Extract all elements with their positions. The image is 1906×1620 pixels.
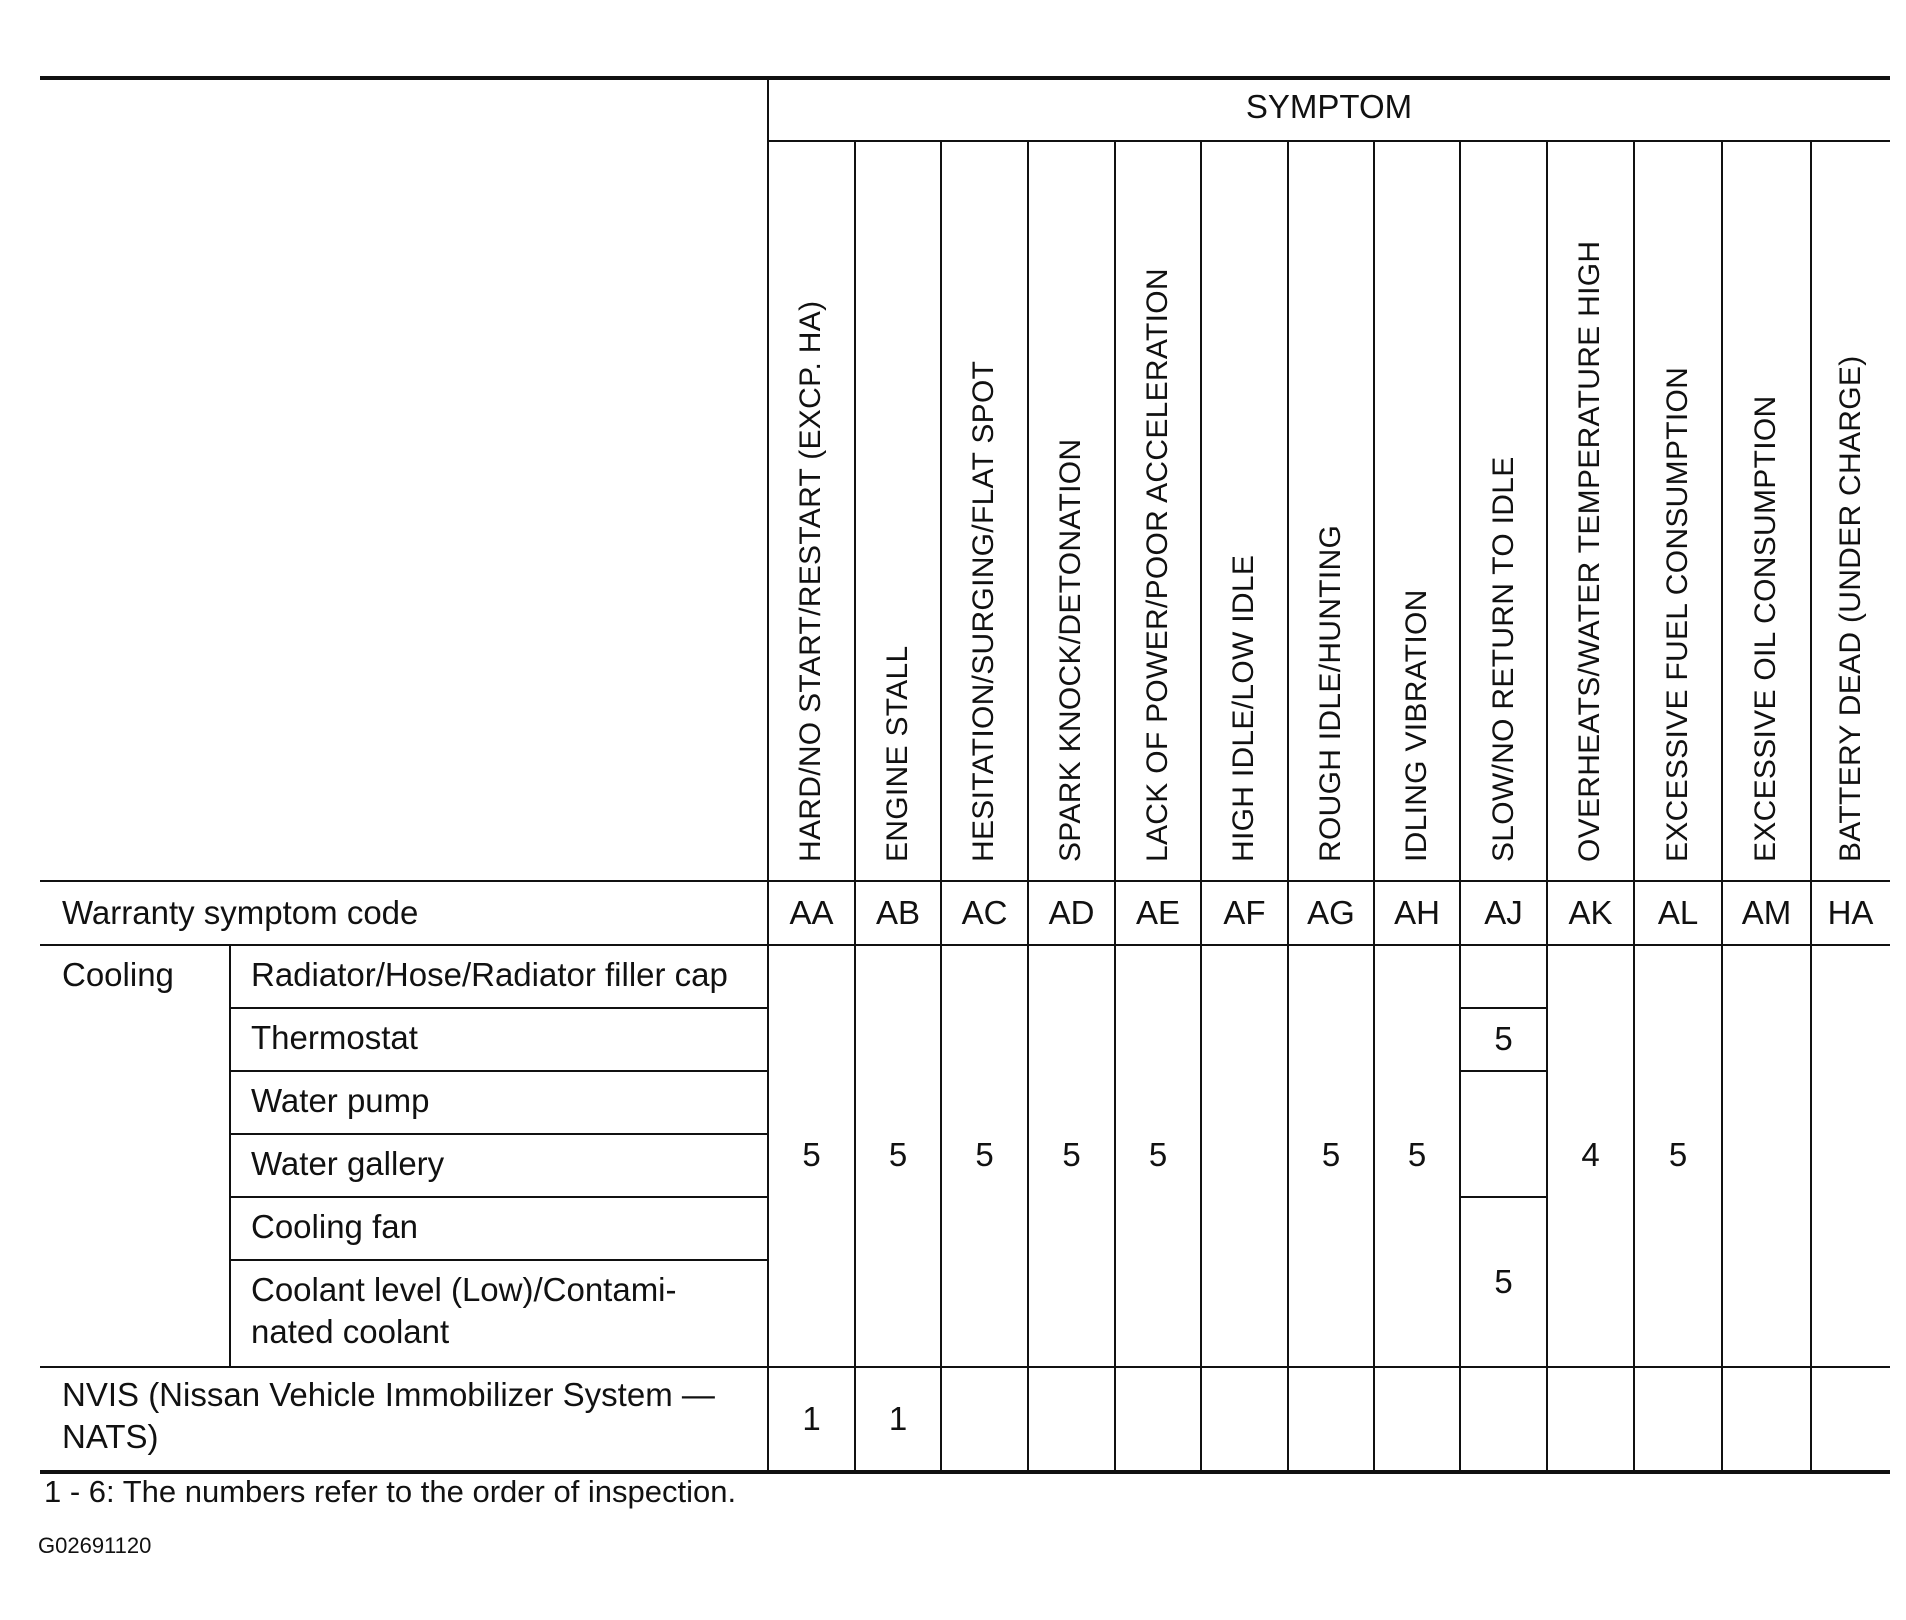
cooling-group-label: Cooling xyxy=(62,956,174,993)
cooling-value: 5 xyxy=(802,1136,821,1173)
cooling-value: 5 xyxy=(1494,1020,1513,1057)
symptom-code: AA xyxy=(789,894,834,931)
nvis-label: NATS) xyxy=(62,1418,159,1455)
cooling-item: Cooling fan xyxy=(251,1208,418,1245)
symptom-title: SYMPTOM xyxy=(1245,88,1413,125)
cooling-item: Water gallery xyxy=(251,1145,445,1182)
symptom-code: AE xyxy=(1135,894,1181,931)
cooling-value: 5 xyxy=(1668,1136,1688,1173)
cooling-value: 5 xyxy=(1321,1136,1341,1173)
nvis-value: 1 xyxy=(802,1400,821,1437)
cooling-value: 5 xyxy=(975,1136,994,1173)
warranty-row-label: Warranty symptom code xyxy=(62,894,419,931)
symptom-code: AL xyxy=(1657,894,1699,931)
symptom-code: AD xyxy=(1048,894,1095,931)
cooling-value: 4 xyxy=(1581,1136,1600,1173)
nvis-label: NVIS (Nissan Vehicle Immobilizer System — xyxy=(62,1376,715,1413)
symptom-code: HA xyxy=(1827,894,1874,931)
cooling-value: 5 xyxy=(1494,1263,1513,1300)
nvis-value: 1 xyxy=(888,1400,908,1437)
symptom-code: AG xyxy=(1307,894,1355,931)
cooling-item: Coolant level (Low)/Contami- xyxy=(251,1271,677,1308)
cooling-item: Water pump xyxy=(251,1082,430,1119)
symptom-code: AB xyxy=(875,894,921,931)
symptom-code: AH xyxy=(1394,894,1440,931)
symptom-code: AC xyxy=(961,894,1008,931)
cooling-value: 5 xyxy=(888,1136,908,1173)
figure-id: G02691120 xyxy=(38,1533,152,1558)
cooling-value: 5 xyxy=(1407,1136,1427,1173)
cooling-item: nated coolant xyxy=(251,1313,450,1350)
symptom-code: AJ xyxy=(1484,894,1523,931)
cooling-value: 5 xyxy=(1148,1136,1168,1173)
cooling-item: Radiator/Hose/Radiator filler cap xyxy=(251,956,728,993)
cooling-item: Thermostat xyxy=(251,1019,418,1056)
symptom-code: AK xyxy=(1568,894,1613,931)
symptom-code: AM xyxy=(1741,894,1792,931)
footnote: 1 - 6: The numbers refer to the order of inspection. xyxy=(44,1474,737,1509)
cooling-value: 5 xyxy=(1062,1136,1081,1173)
symptom-code: AF xyxy=(1223,894,1266,931)
